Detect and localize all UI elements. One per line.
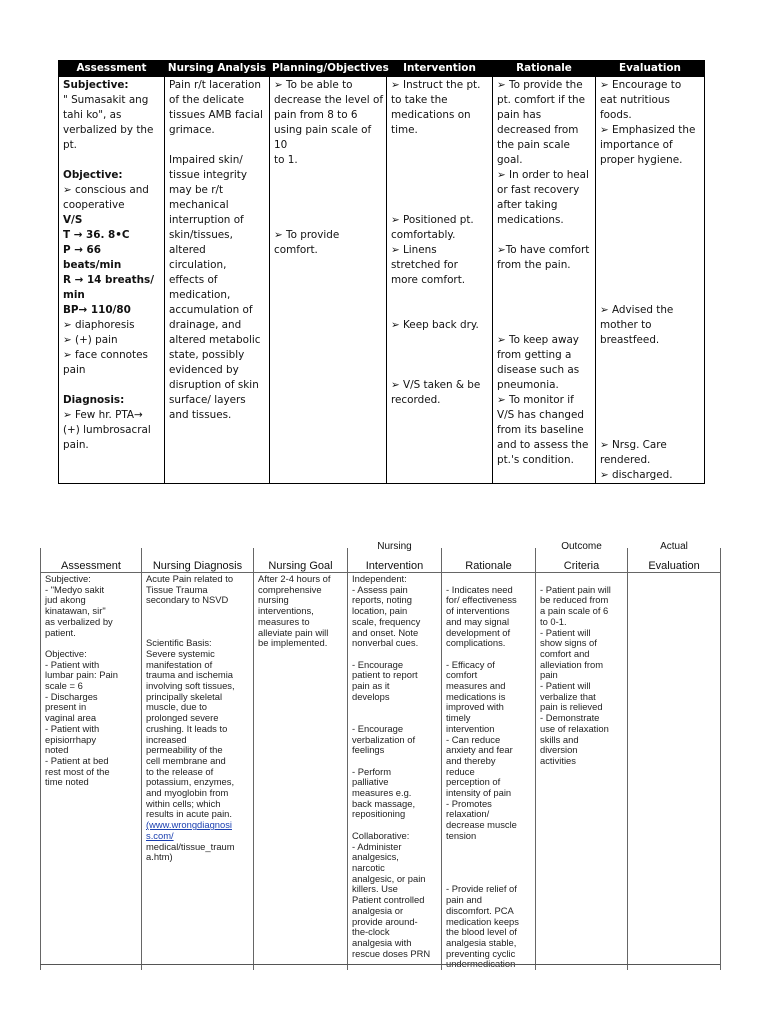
- diagnosis-text: ➢ Few hr. PTA→ (+) lumbrosacral pain.: [63, 409, 151, 451]
- table2-header-intervention: Nursing Intervention: [348, 548, 442, 573]
- table2-assessment-cell: Subjective: - "Medyo sakit jud akong kinatawan, sir" as verbalized by patient. Objective: - Patient with lumbar pain: Pain scale = 6 - Discharges present in vaginal area - Patient with episiorrhapy noted - Patient at bed rest most of the time noted: [41, 573, 142, 971]
- table2-header-diagnosis: Nursing Diagnosis: [142, 548, 254, 573]
- table1-body-row: [59, 77, 705, 484]
- care-plan-table-2: [40, 541, 721, 970]
- table2-header-goal: Nursing Goal: [254, 548, 348, 573]
- table2-rationale-cell: - Indicates need for/ effectiveness of interventions and may signal development of complications. - Efficacy of comfort measures and medications is improved with timely intervention - Can reduce anxiety and fear and thereby reduce perception of intensity of pain - Promotes relaxation/ decrease muscle tension - Provide relief of pain and discomfort. PCA medication keeps the blood level of analgesia stable, preventing cyclic undermedication: [442, 573, 536, 971]
- care-plan-table-1: [58, 60, 705, 484]
- table2-header-assessment: Assessment: [41, 548, 142, 573]
- table1-header-planning: Planning/Objectives: [270, 61, 387, 77]
- objective-label: Objective:: [63, 169, 123, 181]
- table2-header-criteria: Outcome Criteria: [536, 548, 628, 573]
- table1-analysis-cell: Pain r/t laceration of the delicate tissues AMB facial grimace. Impaired skin/ tissue integrity may be r/t mechanical interruption of skin/tissues, altered circulation, effects of medication, accumulation of drainage, and altered metabolic state, possibly evidenced by disruption of skin surface/ layers and tissues.: [165, 77, 270, 484]
- table2-header-row: [41, 548, 721, 573]
- table1-header-intervention: Intervention: [387, 61, 493, 77]
- table2-intervention-cell: Independent: - Assess pain reports, noting location, pain scale, frequency and onset. Note nonverbal cues. - Encourage patient to report pain as it develops - Encourage verbalization of feelings - Perform palliative measures e.g. back massage, repositioning Collaborative: - Administer analgesics, narcotic analgesic, or pain killers. Use Patient controlled analgesia or provide around- the-clock analgesia with rescue doses PRN: [348, 573, 442, 971]
- reference-link-rest: medical/tissue_traum a.htm): [146, 840, 235, 863]
- table1-header-analysis: Nursing Analysis: [165, 61, 270, 77]
- table2-body-row: [41, 573, 721, 971]
- table2-criteria-cell: - Patient pain will be reduced from a pain scale of 6 to 0-1. - Patient will show signs of comfort and alleviation from pain - Patient will verbalize that pain is relieved - Demonstrate use of relaxation skills and diversion activities: [536, 573, 628, 971]
- table2-evaluation-cell: [628, 573, 721, 971]
- table1-header-row: [59, 61, 705, 77]
- table1-rationale-cell: ➢ To provide the pt. comfort if the pain has decreased from the pain scale goal. ➢ In order to heal or fast recovery after taking medications. ➢To have comfort from the pain. ➢ To keep away from getting a disease such as pneumonia. ➢ To monitor if V/S has changed from its baseline and to assess the pt.'s condition.: [493, 77, 596, 484]
- table2-header-rationale: Rationale: [442, 548, 536, 573]
- table1-planning-cell: ➢ To be able to decrease the level of pain from 8 to 6 using pain scale of 10 to 1. ➢ To provide comfort.: [270, 77, 387, 484]
- reference-link[interactable]: (www.wrongdiagnosi s.com/: [146, 819, 232, 841]
- vital-signs: V/S T → 36. 8•C P → 66 beats/min R → 14 breaths/ min BP→ 110/80: [63, 214, 154, 316]
- table1-header-assessment: Assessment: [59, 61, 165, 77]
- table2-goal-cell: After 2-4 hours of comprehensive nursing interventions, measures to alleviate pain will be implemented.: [254, 573, 348, 971]
- diagnosis-label: Diagnosis:: [63, 394, 125, 406]
- subjective-label: Subjective:: [63, 79, 129, 91]
- objective-more: ➢ diaphoresis ➢ (+) pain ➢ face connotes pain: [63, 319, 148, 376]
- subjective-text: " Sumasakit ang tahi ko", as verbalized by the pt.: [63, 94, 154, 151]
- table1-assessment-cell: [59, 77, 165, 484]
- table1-header-evaluation: Evaluation: [596, 61, 705, 77]
- table2-diagnosis-cell: [142, 573, 254, 971]
- scientific-basis-text: Acute Pain related to Tissue Trauma secondary to NSVD Scientific Basis: Severe systemic manifestation of trauma and ischemia involving soft tissues, principally skeletal muscle, due to prolonged severe crushing. It leads to increased permeability of the cell membrane and to the release of potassium, enzymes, and myoglobin from within cells; which results in acute pain.: [146, 573, 235, 820]
- page-bottom-rule: [40, 964, 720, 965]
- care-plan-table-2-container: [40, 541, 720, 970]
- objective-text: ➢ conscious and cooperative: [63, 184, 149, 211]
- table2-header-evaluation: Actual Evaluation: [628, 548, 721, 573]
- table1-intervention-cell: ➢ Instruct the pt. to take the medications on time. ➢ Positioned pt. comfortably. ➢ Linens stretched for more comfort. ➢ Keep back dry. ➢ V/S taken & be recorded.: [387, 77, 493, 484]
- table1-header-rationale: Rationale: [493, 61, 596, 77]
- table1-evaluation-cell: ➢ Encourage to eat nutritious foods. ➢ Emphasized the importance of proper hygiene. ➢ Advised the mother to breastfeed. ➢ Nrsg. Care rendered. ➢ discharged.: [596, 77, 705, 484]
